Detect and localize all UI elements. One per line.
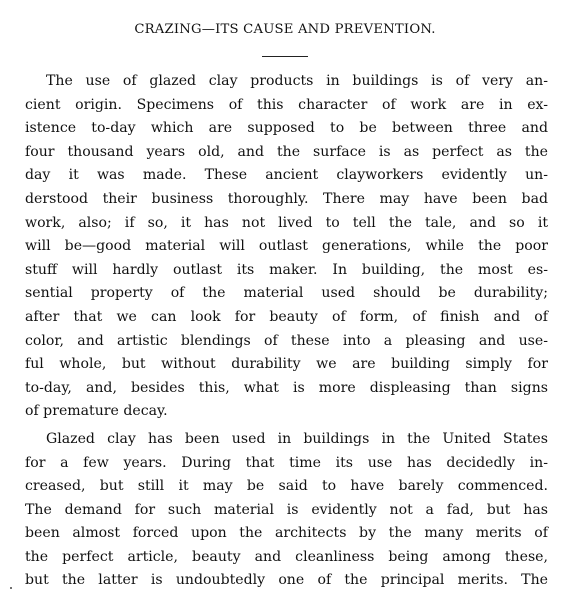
text-line: the perfect article, beauty and cleanliness being among these, xyxy=(25,548,548,565)
text-line: to-day, and, besides this, what is more displeasing than signs xyxy=(25,379,548,396)
text-line: four thousand years old, and the surface is as perfect as the xyxy=(25,143,548,160)
text-line: for a few years. During that time its use has decidedly in- xyxy=(25,454,548,471)
text-line: The use of glazed clay products in buildings is of very an- xyxy=(46,73,548,89)
text-line: after that we can look for beauty of form, of finish and of xyxy=(25,308,548,325)
text-line: been almost forced upon the architects by the many merits of xyxy=(25,525,548,542)
paragraph-2 xyxy=(25,428,548,593)
text-line: The demand for such material is evidently not a fad, but has xyxy=(25,501,548,518)
text-line: istence to-day which are supposed to be between three and xyxy=(25,120,548,137)
text-line: day it was made. These ancient clayworkers evidently un- xyxy=(25,167,548,184)
text-line: stuff will hardly outlast its maker. In building, the most es- xyxy=(25,261,548,278)
paragraph-1 xyxy=(25,70,548,424)
text-line: Glazed clay has been used in buildings in the United States xyxy=(46,430,548,447)
text-line: ful whole, but without durability we are building simply for xyxy=(25,356,548,373)
margin-speck xyxy=(10,587,12,589)
text-line: of premature decay. xyxy=(25,403,168,420)
text-line: but the latter is undoubtedly one of the principal merits. The xyxy=(25,572,548,589)
text-line: work, also; if so, it has not lived to tell the tale, and so it xyxy=(25,214,548,231)
title-rule xyxy=(262,56,308,57)
text-line: derstood their business thoroughly. There may have been bad xyxy=(25,190,548,207)
article-body xyxy=(25,66,548,593)
text-line: creased, but still it may be said to have barely commenced. xyxy=(25,478,548,495)
text-line: color, and artistic blendings of these into a pleasing and use- xyxy=(25,332,548,349)
text-line: will be—good material will outlast generations, while the poor xyxy=(25,238,548,255)
article-title: CRAZING—ITS CAUSE AND PREVENTION. xyxy=(134,22,436,37)
text-line: cient origin. Specimens of this character of work are in ex- xyxy=(25,96,548,113)
text-line: sential property of the material used should be durability; xyxy=(25,285,548,302)
